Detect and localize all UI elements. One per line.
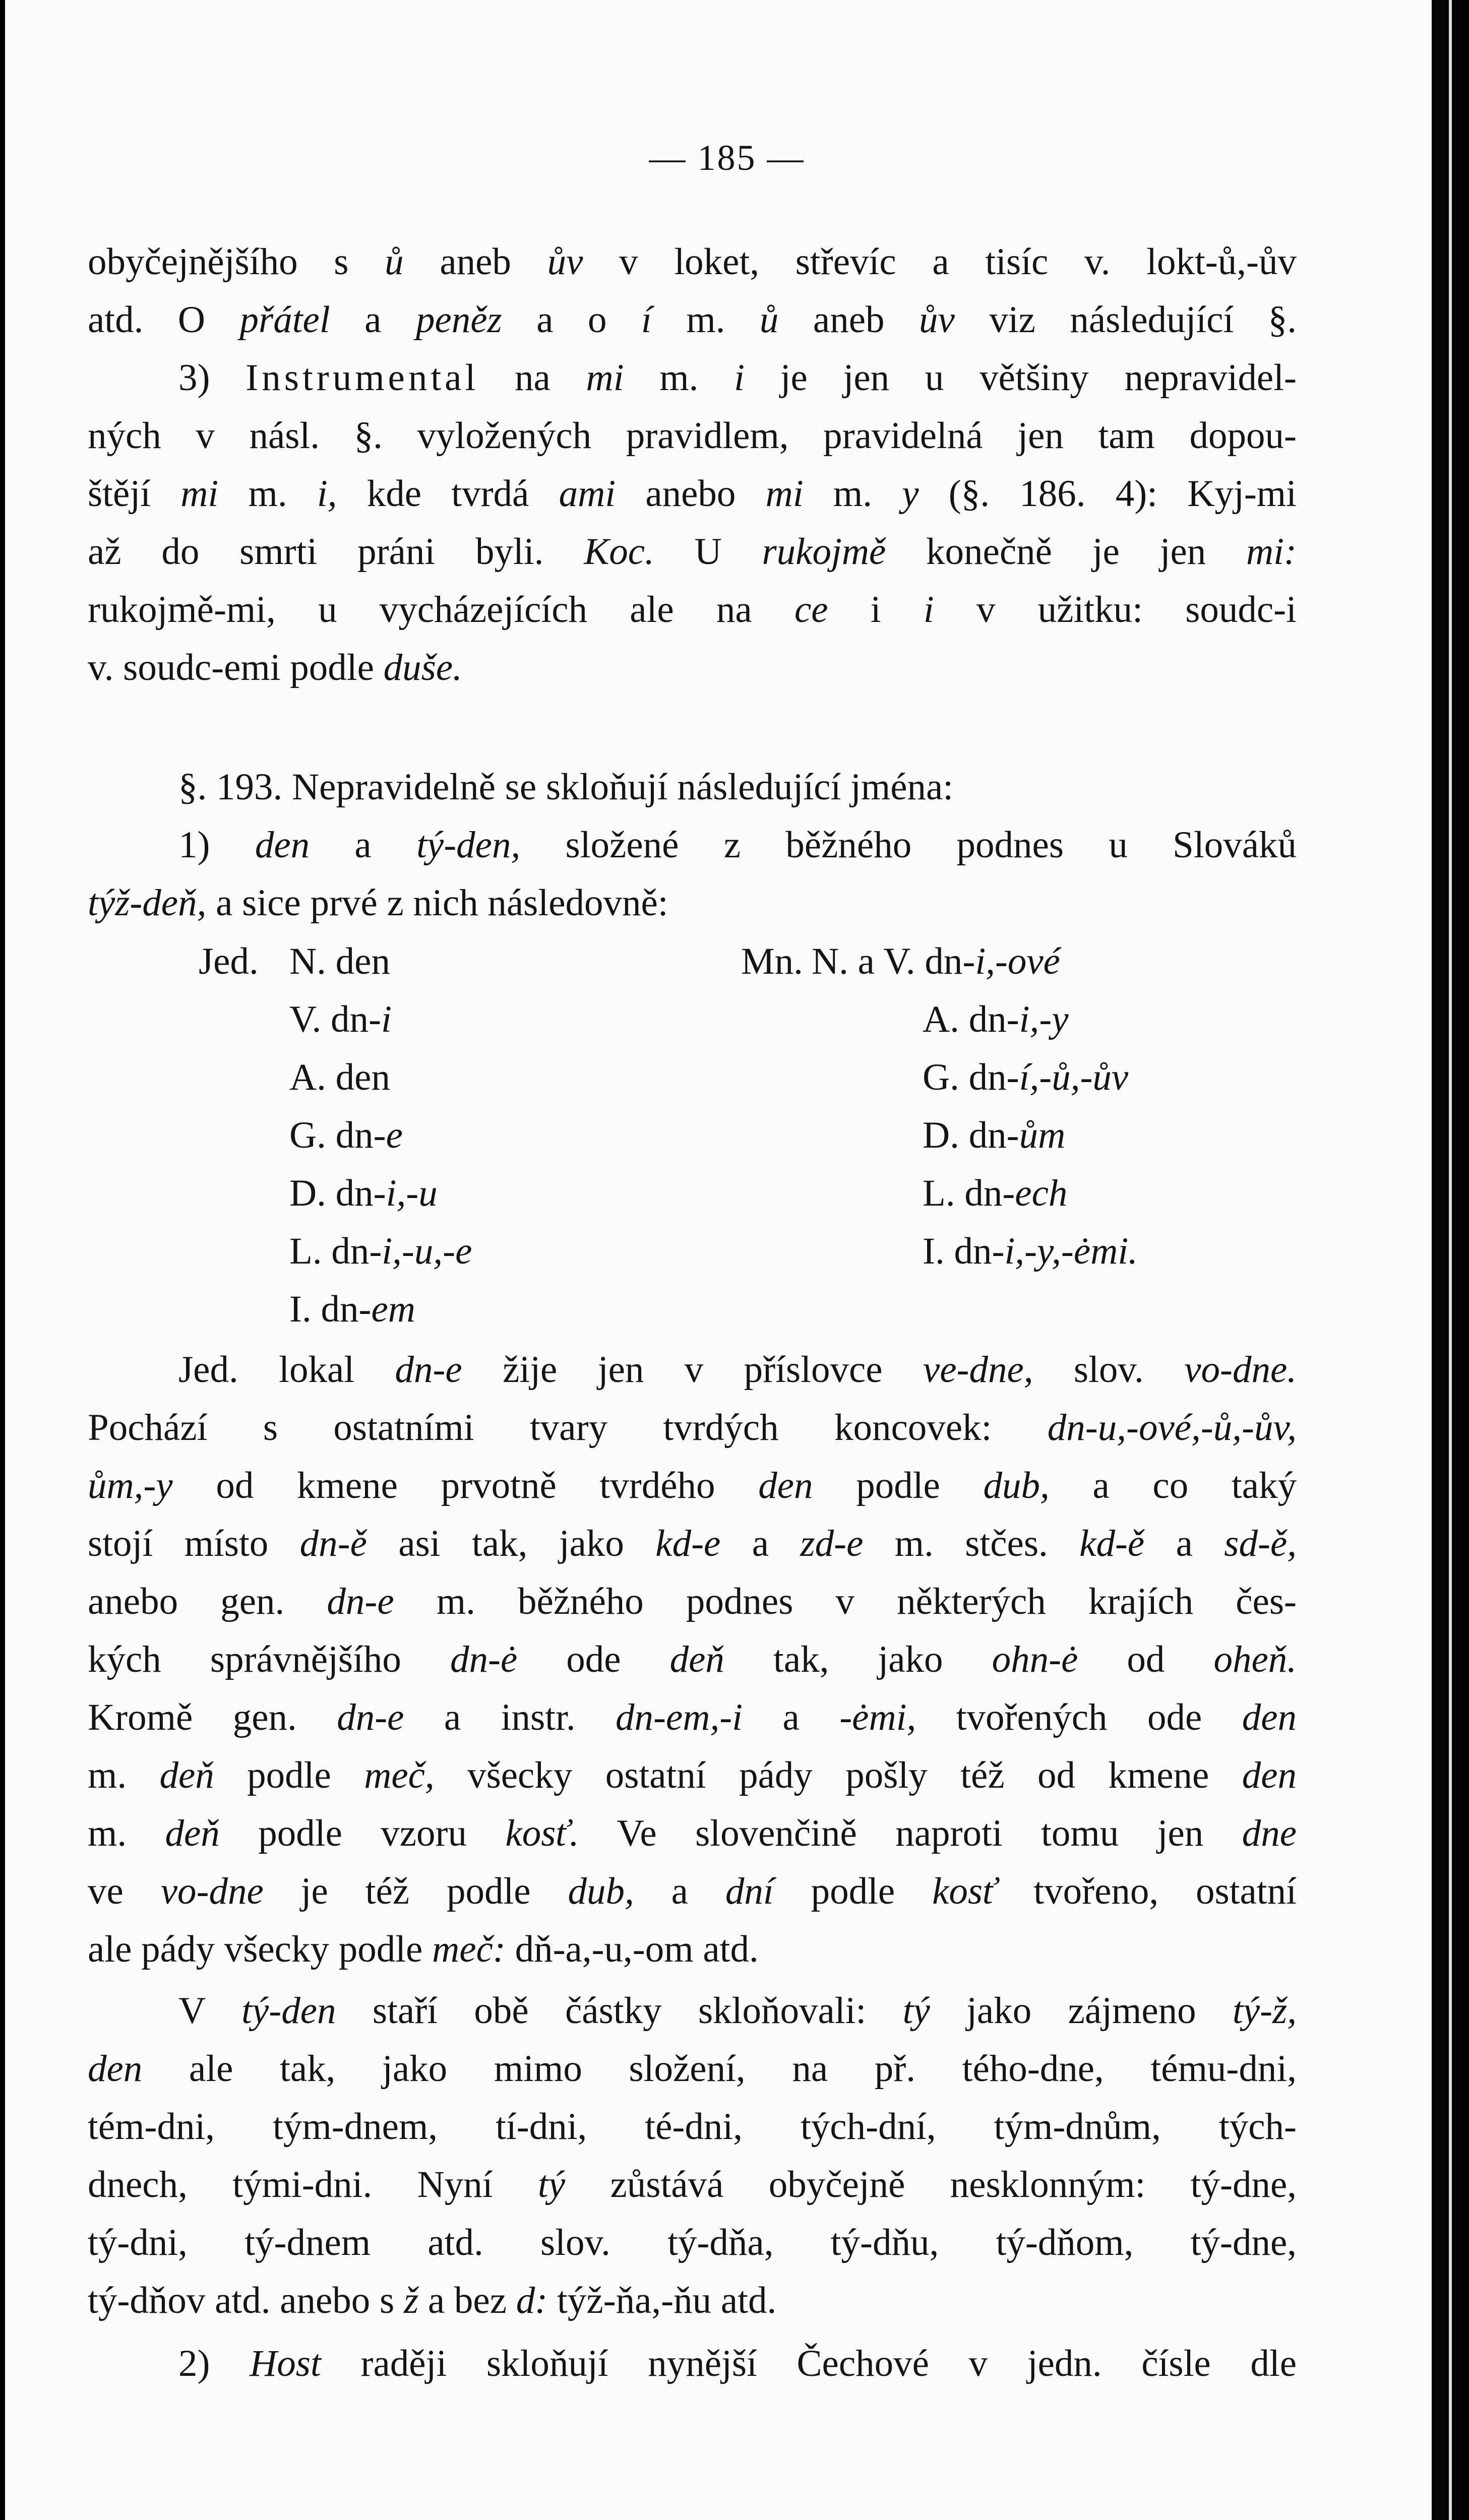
italic-term: em	[371, 1288, 415, 1330]
plural-form: N. a V. dn-i,-ové	[812, 940, 1060, 982]
text-line: 3) Instrumental na mi m. i je jen u většiny nepravidel-	[178, 357, 1297, 399]
italic-term: ům,-y	[88, 1465, 173, 1506]
italic-term: dub,	[983, 1465, 1050, 1506]
text-line: anebo gen. dn-e m. běžného podnes v některých krajích čes-	[88, 1581, 1297, 1622]
text-line: 1) den a tý-den, složené z běžného podnes u Slováků	[178, 824, 1297, 866]
section-heading: §. 193. Nepravidelně se skloňují následující jména:	[178, 766, 954, 808]
italic-term: kosť	[932, 1870, 997, 1912]
text-line: m. deň podle vzoru kosť. Ve slovenčině naproti tomu jen dne	[88, 1812, 1297, 1854]
text-line: Jed. lokal dn-e žije jen v příslovce ve-dne, slov. vo-dne.	[178, 1349, 1297, 1391]
italic-term: přátel	[239, 299, 330, 341]
spaced-term: Instrumental	[246, 357, 479, 399]
italic-term: dn-ě	[299, 1523, 367, 1564]
italic-term: mi:	[1246, 531, 1297, 573]
italic-term: ů	[759, 299, 779, 341]
text-line: štějí mi m. i, kde tvrdá ami anebo mi m. y (§. 186. 4): Kyj-mi	[88, 473, 1297, 515]
text-line: tém-dni, tým-dnem, tí-dni, té-dni, tých-dní, tým-dnům, tých-	[88, 2106, 1297, 2148]
italic-term: tý-den	[241, 1990, 336, 2032]
italic-term: d:	[516, 2280, 548, 2321]
italic-term: i	[381, 998, 392, 1040]
text-line: atd. O přátel a peněz a o í m. ů aneb ův viz následující §.	[88, 299, 1297, 341]
italic-term: vo-dne	[160, 1870, 264, 1912]
italic-term: Koc.	[584, 531, 654, 573]
singular-form: I. dn-em	[289, 1288, 415, 1330]
italic-term: i,	[317, 473, 337, 515]
italic-term: sd-ě,	[1224, 1523, 1297, 1564]
italic-term: mi	[765, 473, 804, 515]
text-line: v. soudc-emi podle duše.	[88, 647, 462, 688]
italic-term: dn-u,-ové,-ů,-ův,	[1047, 1407, 1297, 1448]
italic-term: ům	[1019, 1114, 1066, 1156]
book-page	[5, 0, 1452, 2520]
italic-term: ve-dne,	[923, 1349, 1033, 1391]
italic-term: ce	[794, 589, 828, 631]
scan-border	[1432, 0, 1449, 2520]
italic-term: meč:	[432, 1928, 506, 1970]
italic-term: dn-e	[337, 1696, 404, 1738]
plural-label: Mn.	[741, 940, 803, 982]
text-line: ných v násl. §. vyložených pravidlem, pravidelná jen tam dopou-	[88, 415, 1297, 457]
italic-term: kd-e	[655, 1523, 721, 1564]
italic-term: ův	[919, 299, 955, 341]
text-line: 2) Host raději skloňují nynější Čechové v jedn. čísle dle	[178, 2343, 1297, 2384]
italic-term: dn-e	[327, 1581, 394, 1622]
italic-term: i,-u,-e	[382, 1230, 472, 1272]
italic-term: dn-em,-i	[616, 1696, 743, 1738]
italic-term: tý-den,	[416, 824, 521, 866]
text-line: až do smrti práni byli. Koc. U rukojmě konečně je jen mi:	[88, 531, 1297, 573]
italic-term: i,-y,-ėmi.	[1004, 1230, 1138, 1272]
italic-term: den	[758, 1465, 813, 1506]
text-line: m. deň podle meč, všecky ostatní pády pošly též od kmene den	[88, 1754, 1297, 1796]
text-line: Kromě gen. dn-e a instr. dn-em,-i a -ėmi, tvořených ode den	[88, 1696, 1297, 1738]
text-line: dnech, tými-dni. Nyní tý zůstává obyčejně nesklonným: tý-dne,	[88, 2164, 1297, 2206]
italic-term: den	[1242, 1696, 1297, 1738]
text-line: tý-dňov atd. anebo s ž a bez d: týž-ňa,-ňu atd.	[88, 2280, 777, 2321]
italic-term: týž-deň,	[88, 882, 207, 924]
italic-term: i,-y	[1019, 998, 1069, 1040]
text-line: tý-dni, tý-dnem atd. slov. tý-dňa, tý-dňu, tý-dňom, tý-dne,	[88, 2222, 1297, 2263]
text-line: V tý-den staří obě částky skloňovali: tý jako zájmeno tý-ž,	[178, 1990, 1297, 2032]
text-line: kých správnějšího dn-ė ode deň tak, jako ohn-ė od oheň.	[88, 1639, 1297, 1680]
italic-term: ův	[547, 241, 583, 283]
italic-term: dn-ė	[450, 1639, 518, 1680]
italic-term: -ėmi,	[839, 1696, 916, 1738]
italic-term: oheň.	[1213, 1639, 1297, 1680]
italic-term: kd-ě	[1079, 1523, 1145, 1564]
text-line: ve vo-dne je též podle dub, a dní podle kosť tvořeno, ostatní	[88, 1870, 1297, 1912]
italic-term: deň	[165, 1812, 220, 1854]
italic-term: y	[902, 473, 919, 515]
italic-term: dne	[1242, 1812, 1297, 1854]
italic-term: ech	[1015, 1172, 1068, 1214]
text-line: Pochází s ostatními tvary tvrdých koncovek: dn-u,-ové,-ů,-ův,	[88, 1407, 1297, 1448]
plural-form: D. dn-ům	[923, 1114, 1066, 1156]
italic-term: den	[1242, 1754, 1297, 1796]
singular-label: Jed.	[199, 940, 259, 982]
text-line: týž-deň, a sice prvé z nich následovně:	[88, 882, 668, 924]
italic-term: zd-e	[800, 1523, 864, 1564]
italic-term: vo-dne.	[1184, 1349, 1297, 1391]
italic-term: ů	[385, 241, 404, 283]
italic-term: tý	[537, 2164, 566, 2206]
singular-form: A. den	[289, 1056, 390, 1098]
singular-form: V. dn-i	[289, 998, 392, 1040]
italic-term: Host	[250, 2343, 321, 2384]
italic-term: ohn-ė	[992, 1639, 1078, 1680]
italic-term: i	[923, 589, 934, 631]
italic-term: í,-ů,-ův	[1019, 1056, 1129, 1098]
italic-term: rukojmě	[762, 531, 886, 573]
italic-term: e	[386, 1114, 403, 1156]
singular-form: L. dn-i,-u,-e	[289, 1230, 472, 1272]
italic-term: ami	[559, 473, 616, 515]
page-number: — 185 —	[649, 138, 805, 178]
italic-term: tý	[902, 1990, 930, 2032]
italic-term: dn-e	[395, 1349, 462, 1391]
italic-term: i,-ové	[975, 940, 1060, 982]
italic-term: deň	[669, 1639, 724, 1680]
italic-term: mi	[586, 357, 624, 399]
italic-term: i	[734, 357, 745, 399]
text-line: den ale tak, jako mimo složení, na př. tého-dne, tému-dni,	[88, 2048, 1297, 2090]
text-line: stojí místo dn-ě asi tak, jako kd-e a zd-e m. stčes. kd-ě a sd-ě,	[88, 1523, 1297, 1564]
plural-form: I. dn-i,-y,-ėmi.	[923, 1230, 1138, 1272]
italic-term: deň	[159, 1754, 214, 1796]
italic-term: peněz	[415, 299, 502, 341]
italic-term: dní	[725, 1870, 774, 1912]
italic-term: den	[255, 824, 310, 866]
singular-form: G. dn-e	[289, 1114, 403, 1156]
italic-term: i,-u	[386, 1172, 438, 1214]
plural-form: A. dn-i,-y	[923, 998, 1069, 1040]
italic-term: í	[641, 299, 652, 341]
plural-form: G. dn-í,-ů,-ův	[923, 1056, 1129, 1098]
plural-form: L. dn-ech	[923, 1172, 1068, 1214]
text-line: ům,-y od kmene prvotně tvrdého den podle dub, a co taký	[88, 1465, 1297, 1506]
singular-form: N. den	[289, 940, 390, 982]
italic-term: meč,	[364, 1754, 435, 1796]
italic-term: den	[88, 2048, 143, 2090]
singular-form: D. dn-i,-u	[289, 1172, 438, 1214]
text-line: obyčejnějšího s ů aneb ův v loket, střevíc a tisíc v. lokt-ů,-ův	[88, 241, 1297, 283]
italic-term: ž	[403, 2280, 419, 2321]
italic-term: dub,	[568, 1870, 634, 1912]
text-line: rukojmě-mi, u vycházejících ale na ce i i v užitku: soudc-i	[88, 589, 1297, 631]
italic-term: duše.	[383, 647, 462, 688]
text-line: ale pády všecky podle meč: dň-a,-u,-om atd.	[88, 1928, 759, 1970]
italic-term: kosť.	[505, 1812, 579, 1854]
italic-term: tý-ž,	[1232, 1990, 1297, 2032]
italic-term: mi	[180, 473, 219, 515]
